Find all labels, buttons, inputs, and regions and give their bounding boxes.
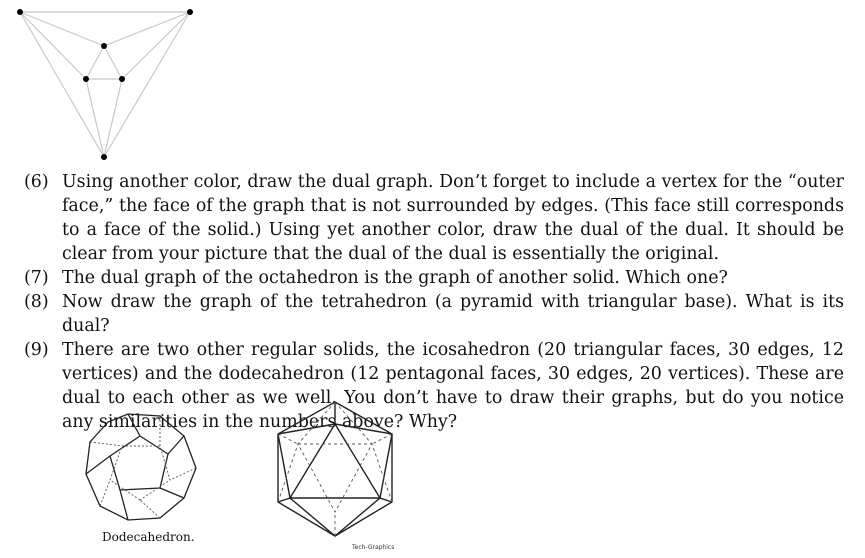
problem-number: (8) [24, 292, 49, 312]
problem-number: (9) [24, 340, 49, 360]
graph-vertex [101, 154, 107, 160]
problem-text: There are two other regular solids, the icosahedron (20 triangular faces, 30 edges, 12 vertices) and the dodecahedron (12 pentagonal faces, 30 edges, 20 vertices). These are dual to each other as we well. You don’t have to draw their graphs, but do you notice any similarities in the numbers above? Why? [62, 340, 844, 432]
octahedron-graph-figure [0, 0, 220, 170]
icosahedron-caption: Tech-Graphics [352, 544, 395, 551]
problem-list [24, 170, 844, 434]
problem-text: The dual graph of the octahedron is the graph of another solid. Which one? [62, 268, 728, 288]
dodecahedron-caption: Dodecahedron. [102, 530, 195, 544]
graph-vertex [83, 76, 89, 82]
graph-vertex [187, 9, 193, 15]
icosahedron-figure [270, 398, 400, 540]
problem-7 [24, 266, 844, 290]
problem-text: Using another color, draw the dual graph. Don’t forget to include a vertex for the “outer face,” the face of the graph that is not surrounded by edges. (This face still corresponds to a face of the solid.) Using yet another color, draw the dual of the dual. It should be clear from your picture that the dual of the dual is essentially the original. [62, 172, 844, 264]
problem-6 [24, 170, 844, 266]
problem-text: Now draw the graph of the tetrahedron (a pyramid with triangular base). What is its dual? [62, 292, 844, 336]
dodecahedron-figure [80, 410, 200, 526]
problem-number: (6) [24, 172, 49, 192]
graph-vertex [17, 9, 23, 15]
graph-vertex [101, 43, 107, 49]
problem-number: (7) [24, 268, 49, 288]
graph-vertex [119, 76, 125, 82]
problem-8 [24, 290, 844, 338]
